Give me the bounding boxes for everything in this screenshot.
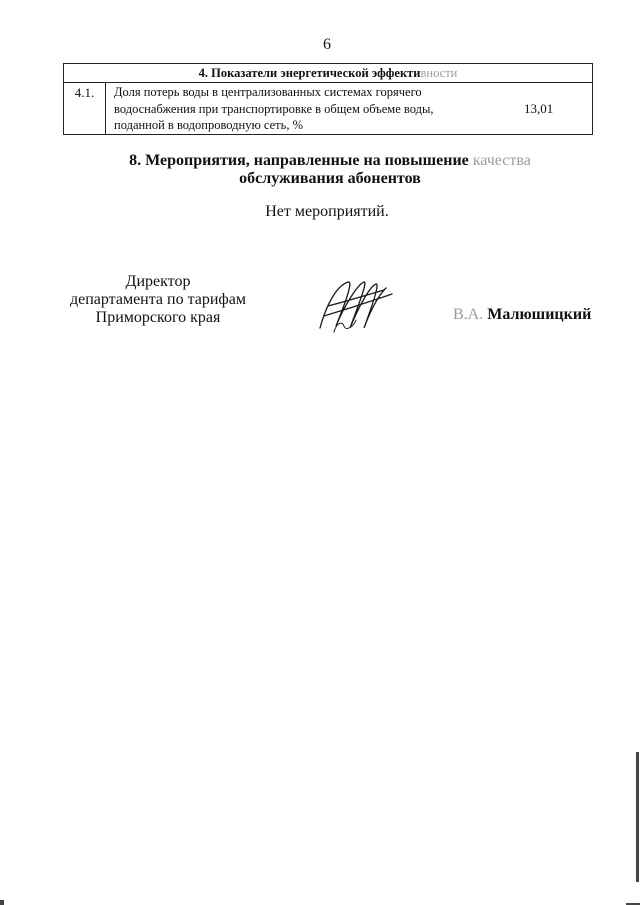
page-number: 6 bbox=[323, 36, 331, 53]
section-8-title-faded: качества bbox=[472, 152, 531, 169]
section-8-title-line-2: обслуживания абонентов bbox=[239, 170, 421, 187]
signatory-position bbox=[58, 273, 258, 327]
row-description-line: поданной в водопроводную сеть, % bbox=[114, 118, 304, 132]
row-description-line: водоснабжения при транспортировке в общем объеме воды, bbox=[114, 101, 434, 116]
row-description bbox=[114, 84, 474, 134]
row-description-line: Доля потерь воды в централизованных системах горячего bbox=[114, 85, 422, 99]
scan-edge-mark bbox=[636, 752, 639, 882]
table-row bbox=[64, 83, 593, 135]
signatory-name bbox=[453, 306, 591, 324]
signatory-position-line: департамента по тарифам bbox=[69, 291, 247, 308]
signatory-initials: В.А. bbox=[453, 306, 484, 323]
row-value: 13,01 bbox=[524, 100, 554, 116]
no-measures-text: Нет мероприятий. bbox=[265, 203, 389, 220]
row-content bbox=[106, 83, 593, 135]
table-section-heading bbox=[64, 64, 593, 83]
scan-edge-mark bbox=[0, 900, 4, 905]
section-8-title-main: 8. Мероприятия, направленные на повышение bbox=[129, 152, 469, 169]
signatory-surname: Малюшицкий bbox=[487, 306, 592, 323]
handwritten-signature bbox=[314, 276, 394, 336]
section-8-title bbox=[70, 152, 590, 188]
row-number: 4.1. bbox=[64, 83, 106, 135]
signatory-position-line: Директор bbox=[125, 273, 191, 290]
table-section-heading-row bbox=[64, 64, 593, 83]
table-section-heading-main: 4. Показатели энергетической эффекти bbox=[198, 66, 421, 80]
table-section-heading-faded: вности bbox=[420, 66, 458, 80]
signatory-position-line: Приморского края bbox=[95, 309, 221, 326]
section-8-title-line-1 bbox=[70, 152, 590, 170]
energy-efficiency-table bbox=[63, 63, 593, 135]
